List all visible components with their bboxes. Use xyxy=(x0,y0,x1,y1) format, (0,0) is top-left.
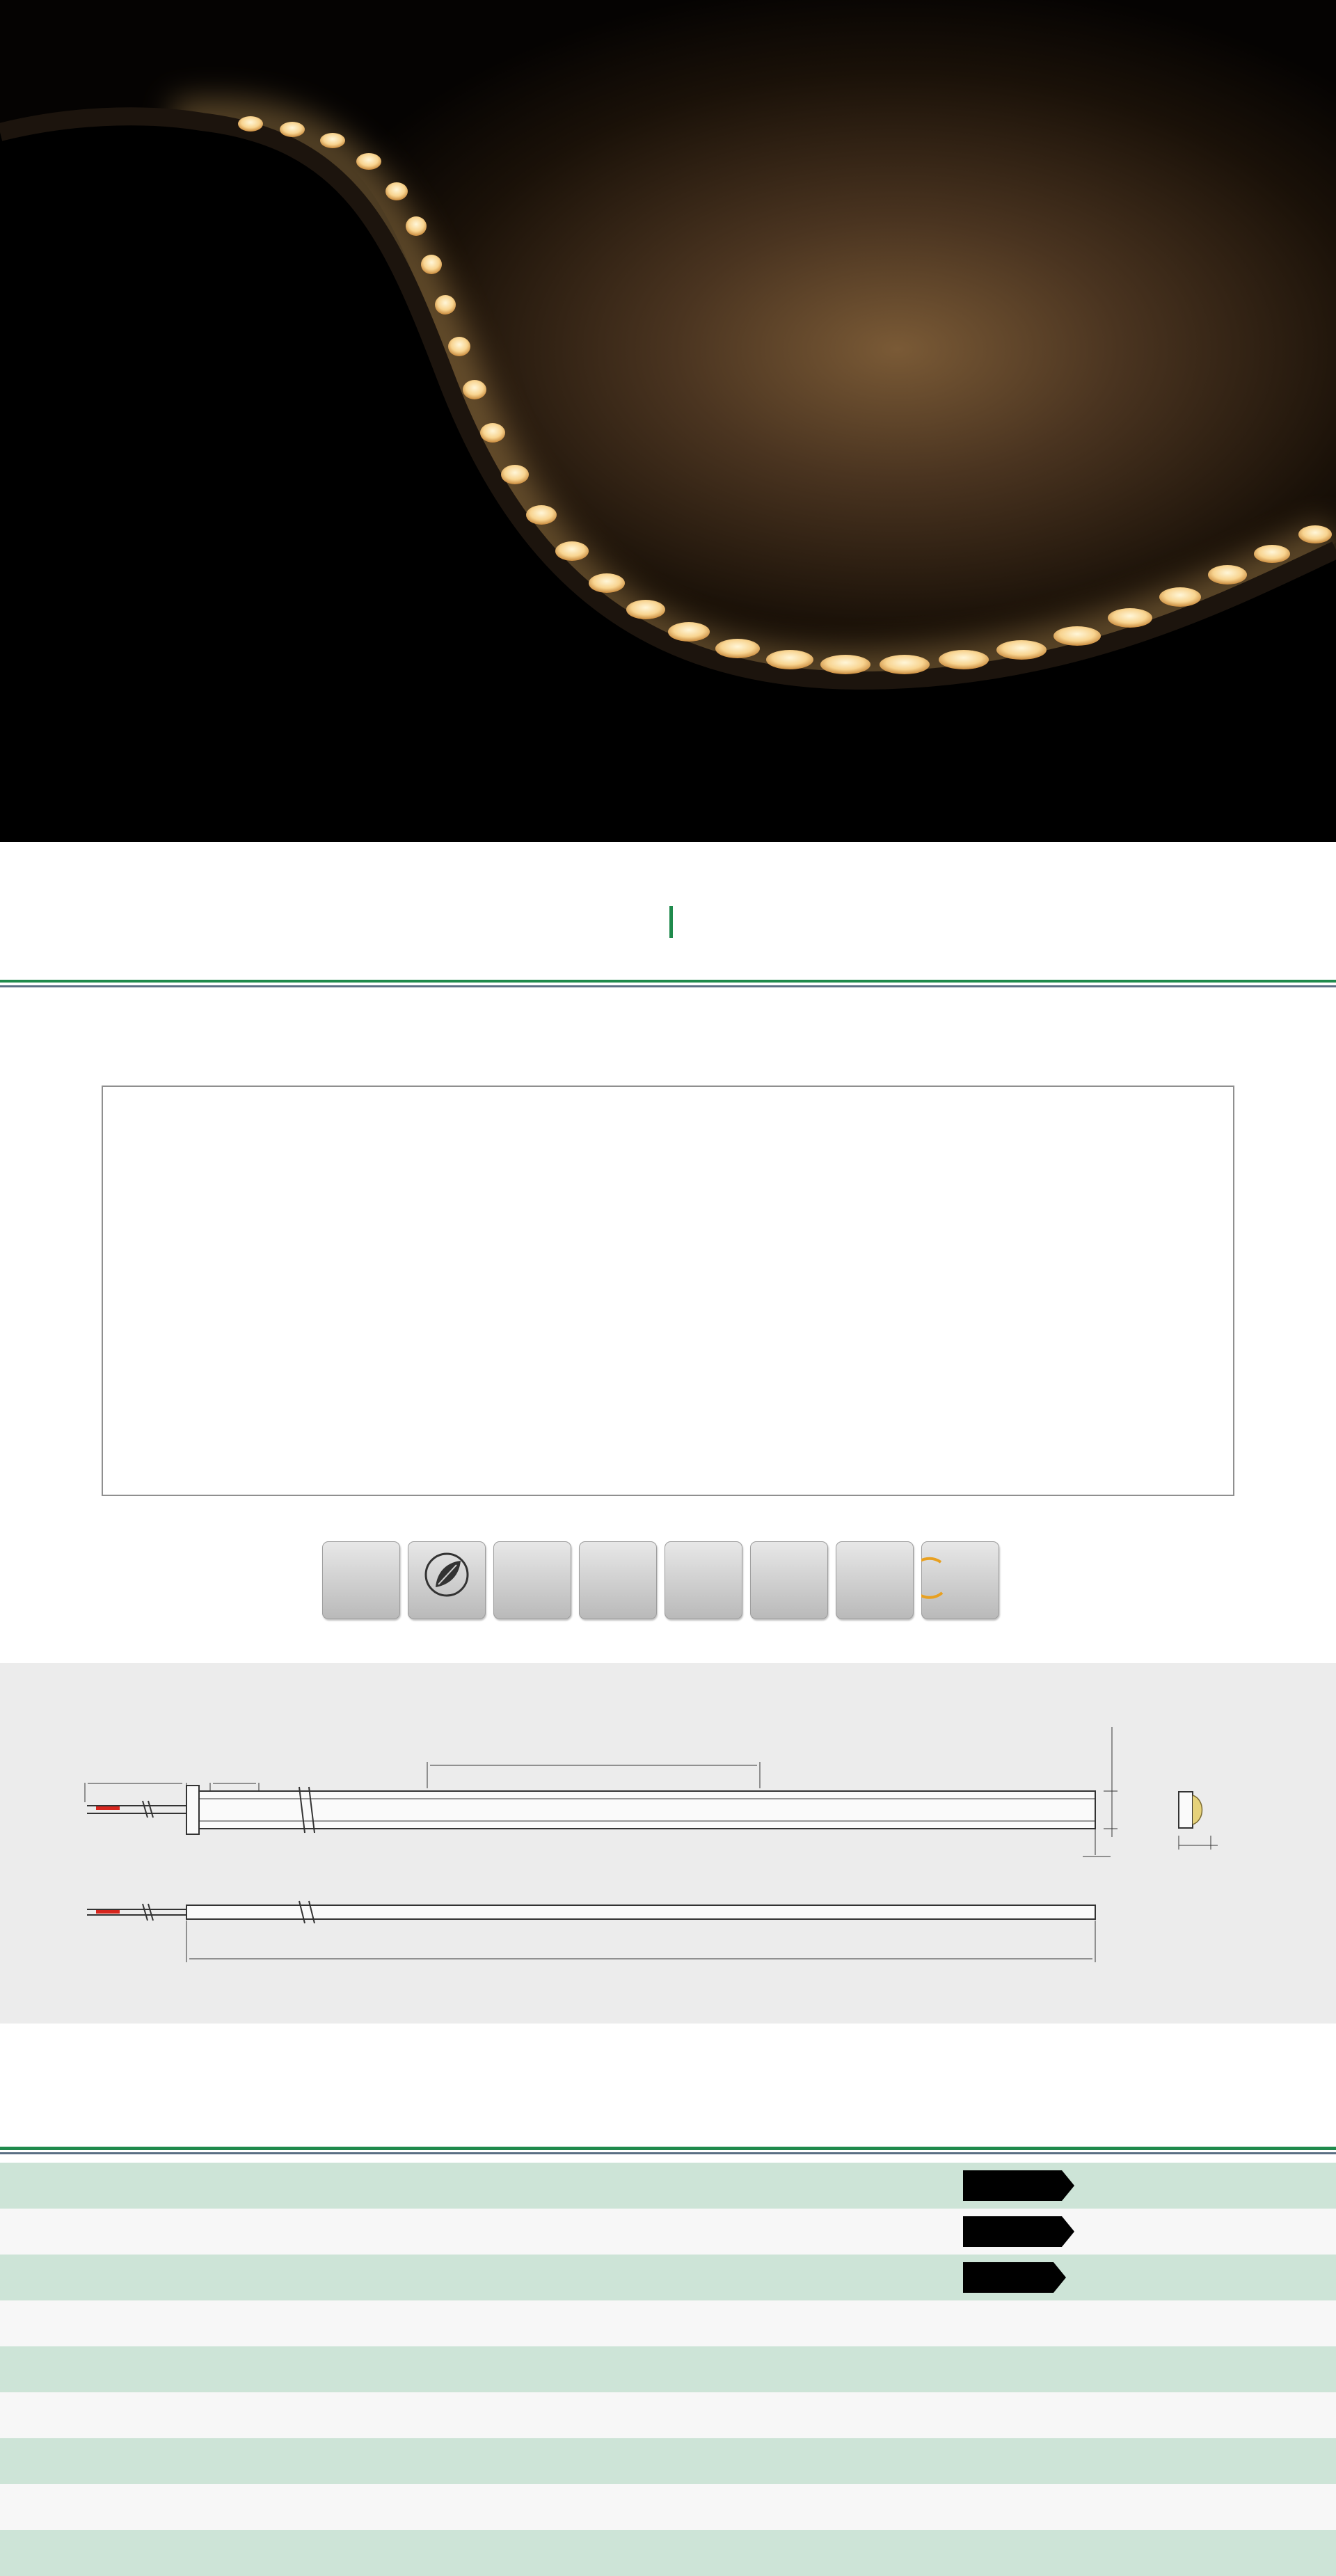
cri-badge xyxy=(579,1541,657,1619)
dimension-drawing xyxy=(0,1663,1336,2024)
energy-grade-arrow xyxy=(963,2216,1074,2247)
rohs-badge xyxy=(408,1541,486,1619)
certification-badges xyxy=(322,1541,1018,1621)
table-row-empty xyxy=(0,2392,1336,2438)
warranty-ring-icon xyxy=(921,1541,999,1619)
ip-rating-badge xyxy=(750,1541,828,1619)
table-row-empty xyxy=(0,2484,1336,2530)
title-rule-blue xyxy=(0,985,1336,987)
voltage-badge xyxy=(836,1541,914,1619)
energy-grade-arrow xyxy=(963,2262,1066,2293)
page-title xyxy=(0,898,1336,960)
min-section-badge xyxy=(665,1541,742,1619)
length-badge xyxy=(493,1541,571,1619)
title-separator xyxy=(669,906,673,938)
table-row-empty xyxy=(0,2438,1336,2484)
hero-product-photo xyxy=(0,0,1336,842)
led-strip-illustration xyxy=(0,0,1336,842)
ce-badge xyxy=(322,1541,400,1619)
title-rule-green xyxy=(0,980,1336,983)
table-rule-green xyxy=(0,2147,1336,2150)
warranty-badge xyxy=(921,1541,999,1619)
table-row xyxy=(0,2163,1336,2209)
drawing-section xyxy=(0,1663,1336,2024)
color-temp-chip xyxy=(422,2171,486,2199)
color-temp-chip xyxy=(422,2217,486,2245)
table-row-empty xyxy=(0,2346,1336,2392)
color-temp-chip xyxy=(422,2263,486,2291)
table-row xyxy=(0,2255,1336,2300)
table-row-empty xyxy=(0,2300,1336,2346)
main-features-box xyxy=(102,1086,1234,1496)
spec-table-header xyxy=(0,2105,1336,2147)
table-rule-blue xyxy=(0,2152,1336,2154)
leaf-icon xyxy=(408,1541,486,1619)
table-row-empty xyxy=(0,2530,1336,2576)
energy-grade-arrow xyxy=(963,2170,1074,2201)
table-row xyxy=(0,2209,1336,2255)
